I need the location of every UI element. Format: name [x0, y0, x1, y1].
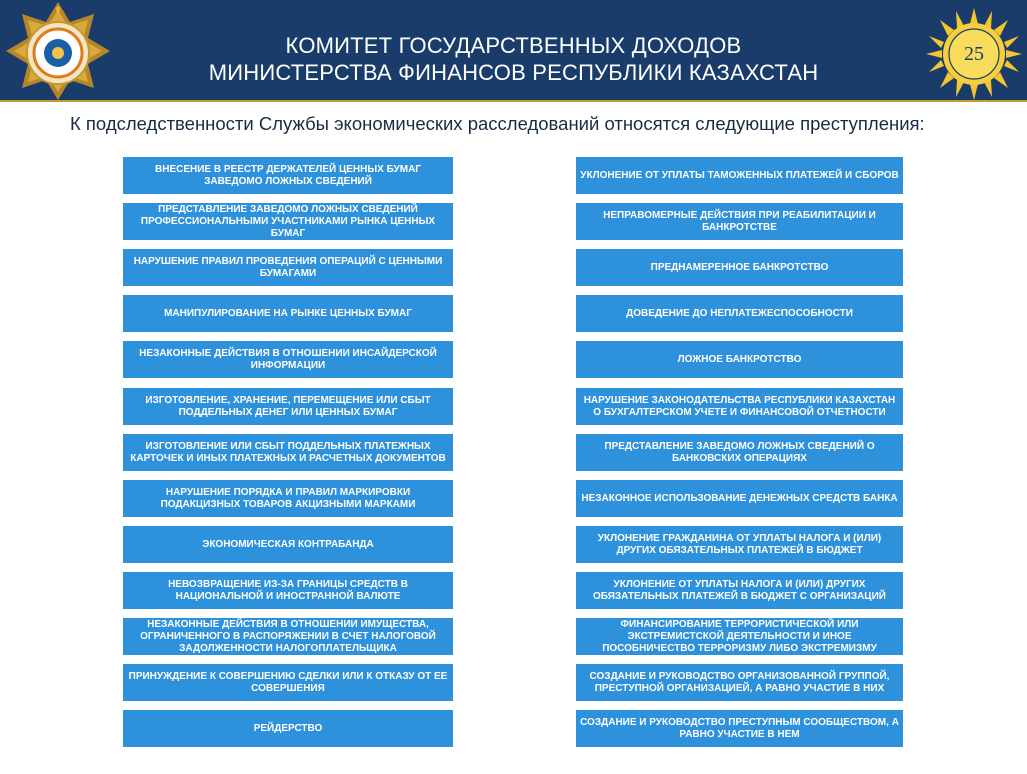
crime-category-label: ФИНАНСИРОВАНИЕ ТЕРРОРИСТИЧЕСКОЙ ИЛИ ЭКСТРЕМИСТСКОЙ ДЕЯТЕЛЬНОСТИ И ИНОЕ ПОСОБНИЧЕСТВО ТЕРРОРИЗМУ ЛИБО ЭКСТРЕМИЗМУ — [602, 618, 877, 654]
crime-category-label: СОЗДАНИЕ И РУКОВОДСТВО ПРЕСТУПНЫМ СООБЩЕСТВОМ, А РАВНО УЧАСТИЕ В НЕМ — [580, 716, 899, 740]
crime-category-item[interactable] — [576, 388, 903, 425]
crime-category-label: ЭКОНОМИЧЕСКАЯ КОНТРАБАНДА — [202, 538, 374, 550]
crime-category-item[interactable] — [576, 249, 903, 286]
crime-category-label: СОЗДАНИЕ И РУКОВОДСТВО ОРГАНИЗОВАННОЙ ГРУППОЙ, ПРЕСТУПНОЙ ОРГАНИЗАЦИЕЙ, А РАВНО УЧАСТИЕ В НИХ — [589, 670, 890, 694]
header-banner — [0, 0, 1027, 102]
crime-category-item[interactable] — [123, 572, 453, 609]
crime-category-item[interactable] — [576, 618, 903, 655]
crime-category-label: УКЛОНЕНИЕ ГРАЖДАНИНА ОТ УПЛАТЫ НАЛОГА И (ИЛИ) ДРУГИХ ОБЯЗАТЕЛЬНЫХ ПЛАТЕЖЕЙ В БЮДЖЕТ — [597, 532, 882, 556]
crime-category-label: НЕЗАКОННЫЕ ДЕЙСТВИЯ В ОТНОШЕНИИ ИНСАЙДЕРСКОЙ ИНФОРМАЦИИ — [139, 347, 437, 371]
crime-category-label: ДОВЕДЕНИЕ ДО НЕПЛАТЕЖЕСПОСОБНОСТИ — [626, 307, 853, 319]
crime-category-item[interactable] — [576, 664, 903, 701]
crime-category-item[interactable] — [123, 157, 453, 194]
crime-category-item[interactable] — [576, 341, 903, 378]
anniversary-25-emblem-icon — [924, 8, 1024, 100]
title-line-1: КОМИТЕТ ГОСУДАРСТВЕННЫХ ДОХОДОВ — [285, 33, 742, 58]
crime-category-item[interactable] — [123, 203, 453, 240]
crime-category-item[interactable] — [123, 710, 453, 747]
crime-category-label: НАРУШЕНИЕ ПРАВИЛ ПРОВЕДЕНИЯ ОПЕРАЦИЙ С ЦЕННЫМИ БУМАГАМИ — [133, 255, 443, 279]
crime-category-label: ЛОЖНОЕ БАНКРОТСТВО — [677, 353, 802, 365]
crime-category-label: ПРИНУЖДЕНИЕ К СОВЕРШЕНИЮ СДЕЛКИ ИЛИ К ОТКАЗУ ОТ ЕЕ СОВЕРШЕНИЯ — [128, 670, 448, 694]
crime-category-item[interactable] — [123, 341, 453, 378]
crime-category-label: МАНИПУЛИРОВАНИЕ НА РЫНКЕ ЦЕННЫХ БУМАГ — [164, 307, 412, 319]
crime-category-label: ПРЕДСТАВЛЕНИЕ ЗАВЕДОМО ЛОЖНЫХ СВЕДЕНИЙ О БАНКОВСКИХ ОПЕРАЦИЯХ — [604, 440, 875, 464]
crime-category-item[interactable] — [123, 618, 453, 655]
crime-category-label: НАРУШЕНИЕ ЗАКОНОДАТЕЛЬСТВА РЕСПУБЛИКИ КАЗАХСТАН О БУХГАЛТЕРСКОМ УЧЕТЕ И ФИНАНСОВОЙ ОТЧЕТНОСТИ — [583, 394, 896, 418]
crime-category-label: УКЛОНЕНИЕ ОТ УПЛАТЫ ТАМОЖЕННЫХ ПЛАТЕЖЕЙ И СБОРОВ — [580, 169, 899, 181]
crime-category-label: ПРЕДНАМЕРЕННОЕ БАНКРОТСТВО — [650, 261, 829, 273]
crime-category-label: ИЗГОТОВЛЕНИЕ ИЛИ СБЫТ ПОДДЕЛЬНЫХ ПЛАТЕЖНЫХ КАРТОЧЕК И ИНЫХ ПЛАТЕЖНЫХ И РАСЧЕТНЫХ ДОКУМЕНТОВ — [130, 440, 446, 464]
crime-category-item[interactable] — [576, 572, 903, 609]
crime-category-label: ПРЕДСТАВЛЕНИЕ ЗАВЕДОМО ЛОЖНЫХ СВЕДЕНИЙ ПРОФЕССИОНАЛЬНЫМИ УЧАСТНИКАМИ РЫНКА ЦЕННЫХ БУМАГ — [140, 203, 436, 239]
anniversary-number: 25 — [964, 43, 984, 65]
crime-category-item[interactable] — [123, 388, 453, 425]
crime-category-label: НЕВОЗВРАЩЕНИЕ ИЗ-ЗА ГРАНИЦЫ СРЕДСТВ В НАЦИОНАЛЬНОЙ И ИНОСТРАННОЙ ВАЛЮТЕ — [168, 578, 408, 602]
crime-category-item[interactable] — [123, 664, 453, 701]
crime-category-item[interactable] — [576, 203, 903, 240]
crime-category-item[interactable] — [576, 710, 903, 747]
committee-emblem-icon — [2, 0, 114, 102]
subtitle: К подследственности Службы экономических расследований относятся следующие преступления: — [70, 113, 925, 134]
crime-category-label: НЕЗАКОННОЕ ИСПОЛЬЗОВАНИЕ ДЕНЕЖНЫХ СРЕДСТВ БАНКА — [581, 492, 898, 504]
crime-category-item[interactable] — [123, 526, 453, 563]
crime-category-item[interactable] — [576, 295, 903, 332]
crime-category-item[interactable] — [576, 434, 903, 471]
crime-category-label: РЕЙДЕРСТВО — [253, 722, 323, 734]
crime-category-item[interactable] — [576, 526, 903, 563]
crime-category-label: НЕПРАВОМЕРНЫЕ ДЕЙСТВИЯ ПРИ РЕАБИЛИТАЦИИ И БАНКРОТСТВЕ — [603, 209, 876, 233]
crime-category-item[interactable] — [123, 249, 453, 286]
crime-category-item[interactable] — [576, 157, 903, 194]
crime-category-label: УКЛОНЕНИЕ ОТ УПЛАТЫ НАЛОГА И (ИЛИ) ДРУГИХ ОБЯЗАТЕЛЬНЫХ ПЛАТЕЖЕЙ В БЮДЖЕТ С ОРГАНИЗАЦИЙ — [593, 578, 886, 602]
crime-category-label: ИЗГОТОВЛЕНИЕ, ХРАНЕНИЕ, ПЕРЕМЕЩЕНИЕ ИЛИ СБЫТ ПОДДЕЛЬНЫХ ДЕНЕГ ИЛИ ЦЕННЫХ БУМАГ — [145, 394, 431, 418]
crime-category-item[interactable] — [123, 295, 453, 332]
crime-category-item[interactable] — [123, 434, 453, 471]
crime-category-label: НАРУШЕНИЕ ПОРЯДКА И ПРАВИЛ МАРКИРОВКИ ПОДАКЦИЗНЫХ ТОВАРОВ АКЦИЗНЫМИ МАРКАМИ — [160, 486, 416, 510]
crime-category-item[interactable] — [576, 480, 903, 517]
crime-category-label: ВНЕСЕНИЕ В РЕЕСТР ДЕРЖАТЕЛЕЙ ЦЕННЫХ БУМАГ ЗАВЕДОМО ЛОЖНЫХ СВЕДЕНИЙ — [155, 163, 421, 187]
crime-category-label: НЕЗАКОННЫЕ ДЕЙСТВИЯ В ОТНОШЕНИИ ИМУЩЕСТВА, ОГРАНИЧЕННОГО В РАСПОРЯЖЕНИИ В СЧЕТ НАЛОГОВОЙ ЗАДОЛЖЕННОСТИ НАЛОГОПЛАТЕЛЬЩИКА — [140, 618, 436, 654]
page-title — [140, 32, 887, 86]
title-line-2: МИНИСТЕРСТВА ФИНАНСОВ РЕСПУБЛИКИ КАЗАХСТАН — [208, 60, 819, 85]
crime-category-item[interactable] — [123, 480, 453, 517]
